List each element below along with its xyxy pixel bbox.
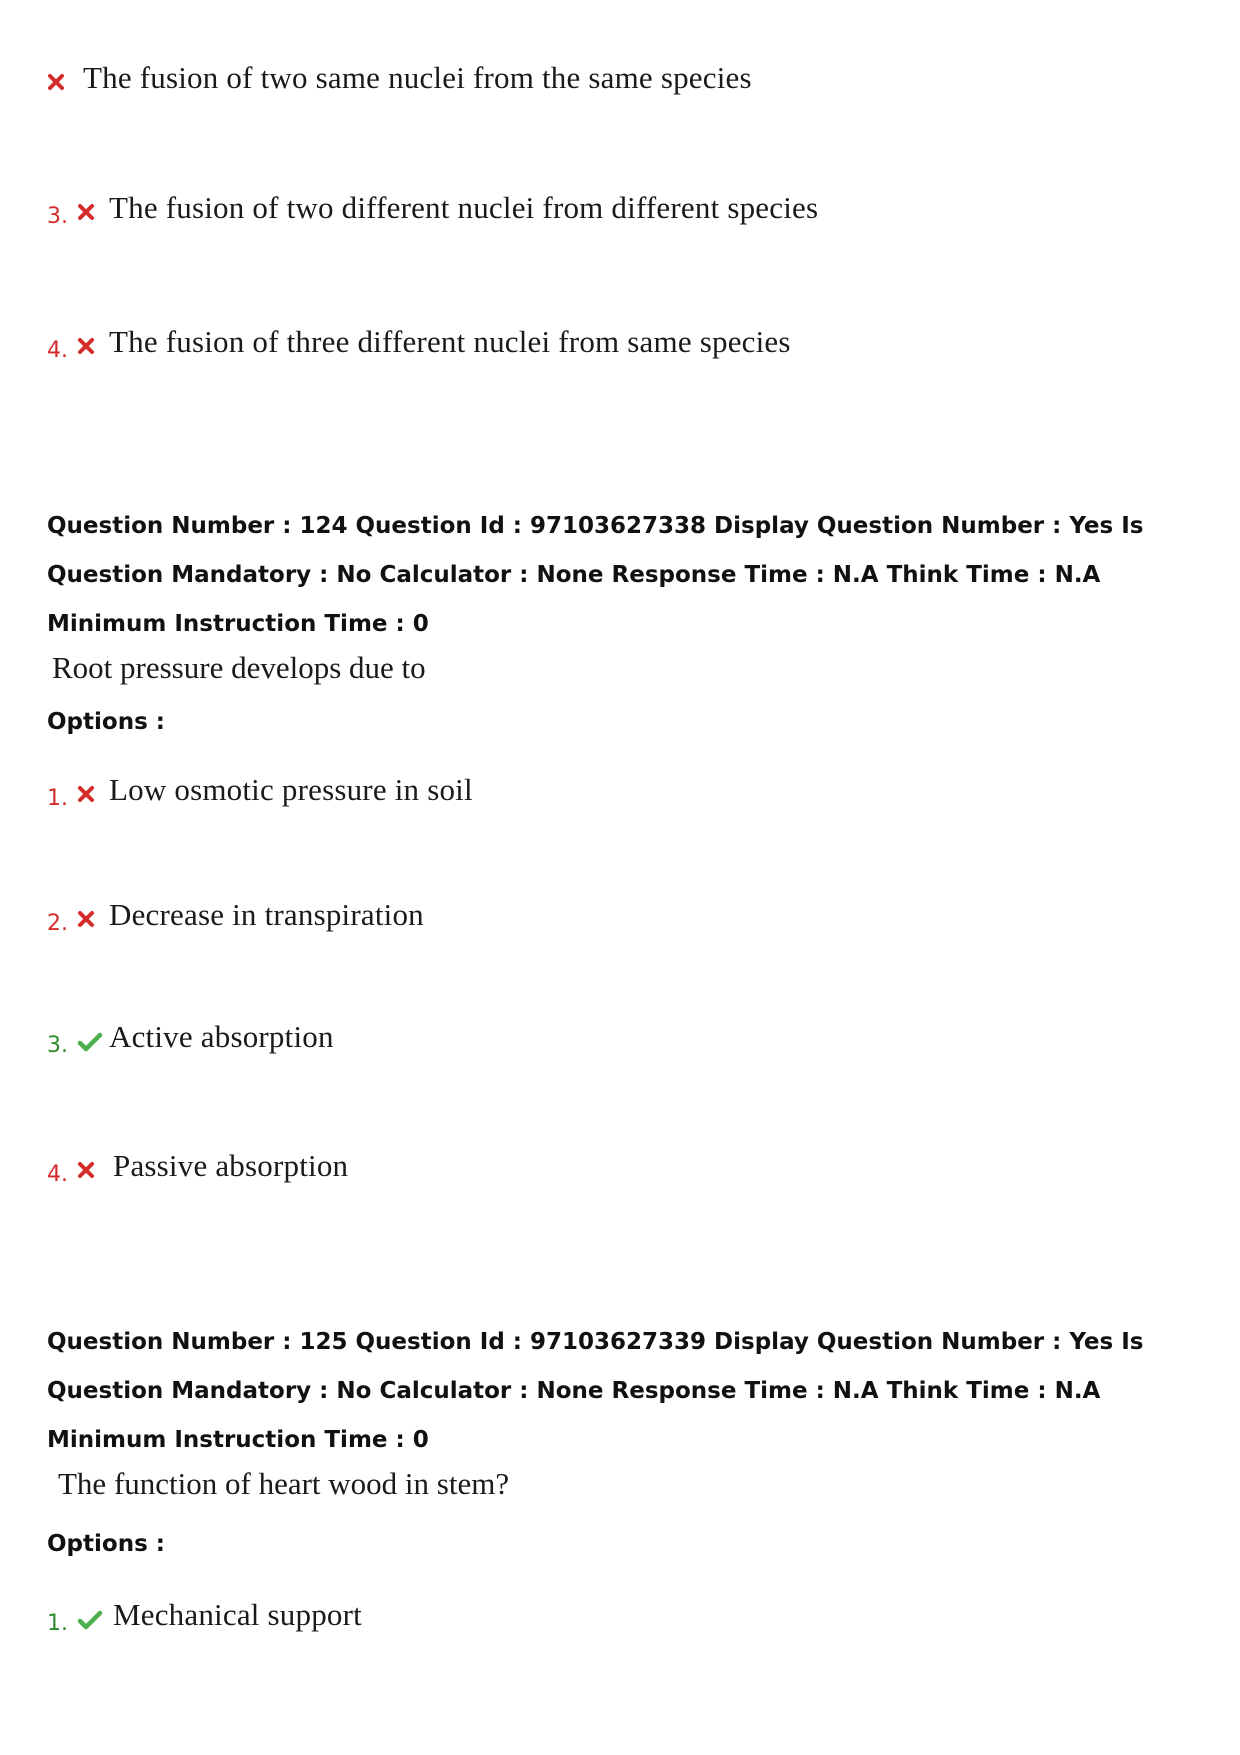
option-number: 2. bbox=[47, 910, 68, 936]
question-meta: Question Number : 125 Question Id : 97103627339 Display Question Number : Yes Is Question Mandatory : No Calculator : None Response Time : N.A Think Time : N.A Minimum Instruction Time : 0 bbox=[47, 1329, 1144, 1453]
option-row bbox=[47, 770, 473, 810]
option-text: The fusion of two different nuclei from different species bbox=[109, 190, 819, 225]
question-meta: Question Number : 124 Question Id : 97103627338 Display Question Number : Yes Is Question Mandatory : No Calculator : None Response Time : N.A Think Time : N.A Minimum Instruction Time : 0 bbox=[47, 513, 1144, 637]
option-number: 3. bbox=[47, 1032, 68, 1058]
question-text: Root pressure develops due to bbox=[52, 650, 426, 685]
option-row bbox=[47, 1017, 334, 1057]
check-icon bbox=[77, 1032, 105, 1052]
cross-icon bbox=[77, 785, 105, 805]
cross-icon bbox=[47, 73, 75, 93]
option-text: Passive absorption bbox=[113, 1148, 349, 1183]
question-text: The function of heart wood in stem? bbox=[58, 1466, 510, 1501]
option-number: 1. bbox=[47, 1610, 68, 1636]
options-label: Options : bbox=[47, 1531, 165, 1557]
option-row bbox=[47, 58, 752, 98]
option-text: The fusion of two same nuclei from the same species bbox=[83, 60, 752, 95]
option-number: 1. bbox=[47, 785, 68, 811]
option-row bbox=[47, 322, 791, 362]
cross-icon bbox=[77, 337, 105, 357]
option-row bbox=[47, 895, 424, 935]
option-text: Low osmotic pressure in soil bbox=[109, 772, 473, 807]
cross-icon bbox=[77, 1161, 105, 1181]
option-row bbox=[47, 188, 818, 228]
option-text: Mechanical support bbox=[113, 1597, 362, 1632]
option-text: Active absorption bbox=[109, 1019, 334, 1054]
cross-icon bbox=[77, 203, 105, 223]
options-label: Options : bbox=[47, 709, 165, 735]
option-number: 4. bbox=[47, 1161, 68, 1187]
option-text: Decrease in transpiration bbox=[109, 897, 424, 932]
option-number: 3. bbox=[47, 203, 68, 229]
option-row bbox=[47, 1595, 362, 1635]
option-text: The fusion of three different nuclei from same species bbox=[109, 324, 791, 359]
option-row bbox=[47, 1146, 348, 1186]
option-number: 4. bbox=[47, 337, 68, 363]
cross-icon bbox=[77, 910, 105, 930]
check-icon bbox=[77, 1610, 105, 1630]
